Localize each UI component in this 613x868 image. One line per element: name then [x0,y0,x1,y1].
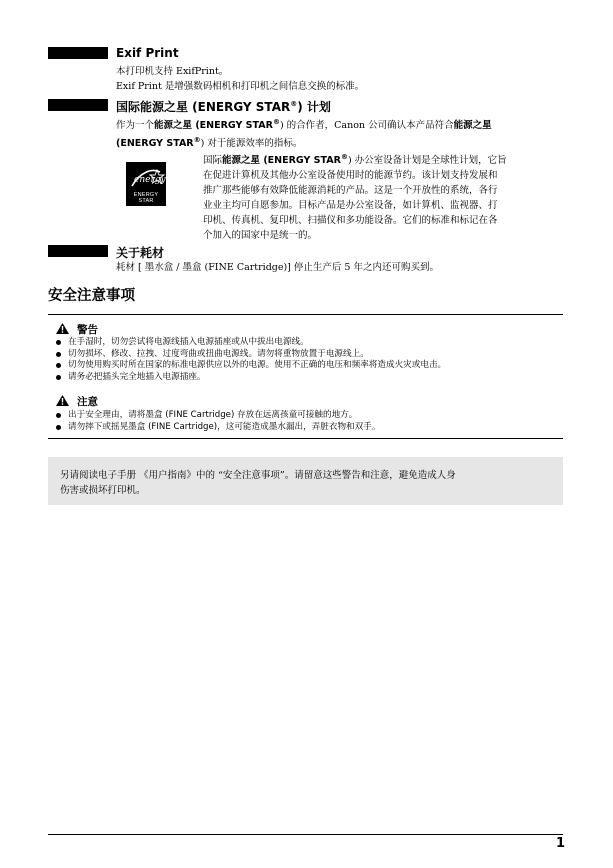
supplies-body [116,260,612,275]
safety-bottom-rule [48,438,563,439]
registered-mark: ® [272,118,280,126]
energy-para-line: 在促进计算机及其他办公室设备使用时的能源节约。该计划支持发展和 [203,170,498,182]
note-text [60,468,456,498]
intro-bold: 能源之星 (ENERGY STAR [154,120,273,132]
para-text-end: ) 办公室设备计划是全球性计划，它旨 [347,155,507,167]
energy-star-paragraph [203,150,567,243]
warning-heading [56,322,98,337]
energy-title-text: 国际能源之星 (ENERGY STAR [116,100,291,114]
intro-text-end: ) 对于能源效率的指标。 [200,138,303,150]
para-text: 国际 [203,155,223,167]
warning-item: 在手湿时，切勿尝试将电源线插入电源插座或从中拔出电源线。 [56,337,566,349]
energy-para-line: 个加入的国家中是统一的。 [203,230,318,242]
warning-item: 请务必把插头完全地插入电源插座。 [56,372,566,384]
intro-text: 作为一个 [116,120,155,132]
caution-item: 请勿摔下或摇晃墨盒 (FINE Cartridge)，这可能造成墨水漏出，弄脏衣物和双手。 [56,422,566,434]
intro-bold-2: 能源之星 [453,120,492,132]
warning-item: 切勿损坏、修改、拉拽、过度弯曲或扭曲电源线。请勿将重物放置于电源线上。 [56,349,566,361]
energy-star-logo-icon [126,162,166,196]
warning-item: 切勿使用购买时所在国家的标准电源供应以外的电源。使用不正确的电压和频率将造成火灾或电击。 [56,360,566,372]
intro-bold-3: (ENERGY STAR [116,138,194,150]
energy-star-title [116,98,331,115]
energy-para-line: 业业主均可自愿参加。目标产品是办公室设备，如计算机、监视器、打 [203,200,498,212]
note-box [48,457,563,505]
energy-para-line: 推广那些能够有效降低能源消耗的产品。这是一个开放性的系统，各行 [203,185,498,197]
caution-item: 出于安全理由，请将墨盒 (FINE Cartridge) 存放在远离孩童可接触的地方。 [56,410,566,422]
energy-title-text-end: ) 计划 [297,100,331,114]
caution-heading [56,394,98,409]
intro-text-mid: ) 的合作者，Canon 公司确认本产品符合 [279,120,454,132]
supplies-title: 关于耗材 [116,246,165,260]
registered-mark: ® [340,153,348,161]
caution-title: 注意 [77,396,98,408]
exif-title: Exif Print [116,46,179,60]
energy-intro-line-1 [116,115,612,133]
energy-star-detail [48,150,568,240]
warning-title: 警告 [77,324,98,336]
warning-triangle-icon [56,323,69,334]
energy-star-logo [126,162,166,206]
note-line: 伤害或损坏打印机。 [60,485,146,496]
caution-list [56,410,566,433]
energy-star-logo-text: ENERGY STAR [133,192,159,204]
exif-line: 本打印机支持 ExifPrint。 [116,66,229,77]
safety-title: 安全注意事项 [48,288,135,304]
energy-intro-line-2 [116,133,612,151]
energy-para-line: 印机、传真机、复印机、扫描仪和多功能设备。它们的标准和标记在各 [203,215,498,227]
warning-list [56,337,566,383]
section-marker-bar [48,245,108,257]
exif-body [116,64,612,94]
para-bold: 能源之星 (ENERGY STAR [222,155,341,167]
supplies-line: 耗材 [ 墨水盒 / 墨盒 (FINE Cartridge)] 停止生产后 5 年之内还可购买到。 [116,262,439,273]
registered-mark: ® [290,100,298,108]
safety-top-rule [48,314,563,315]
page-number: 1 [555,836,565,851]
energy-star-intro [116,115,612,151]
registered-mark: ® [193,136,201,145]
section-marker-bar [48,47,108,59]
footer-rule [48,834,563,835]
exif-line: Exif Print 是增强数码相机和打印机之间信息交换的标准。 [116,81,365,92]
svg-text:energy: energy [134,175,166,185]
energy-para-line [203,150,567,168]
caution-triangle-icon [56,395,69,406]
note-line: 另请阅读电子手册 《用户指南》中的 “安全注意事项”。请留意这些警告和注意，避免造成人身 [60,470,456,481]
section-marker-bar [48,99,108,111]
